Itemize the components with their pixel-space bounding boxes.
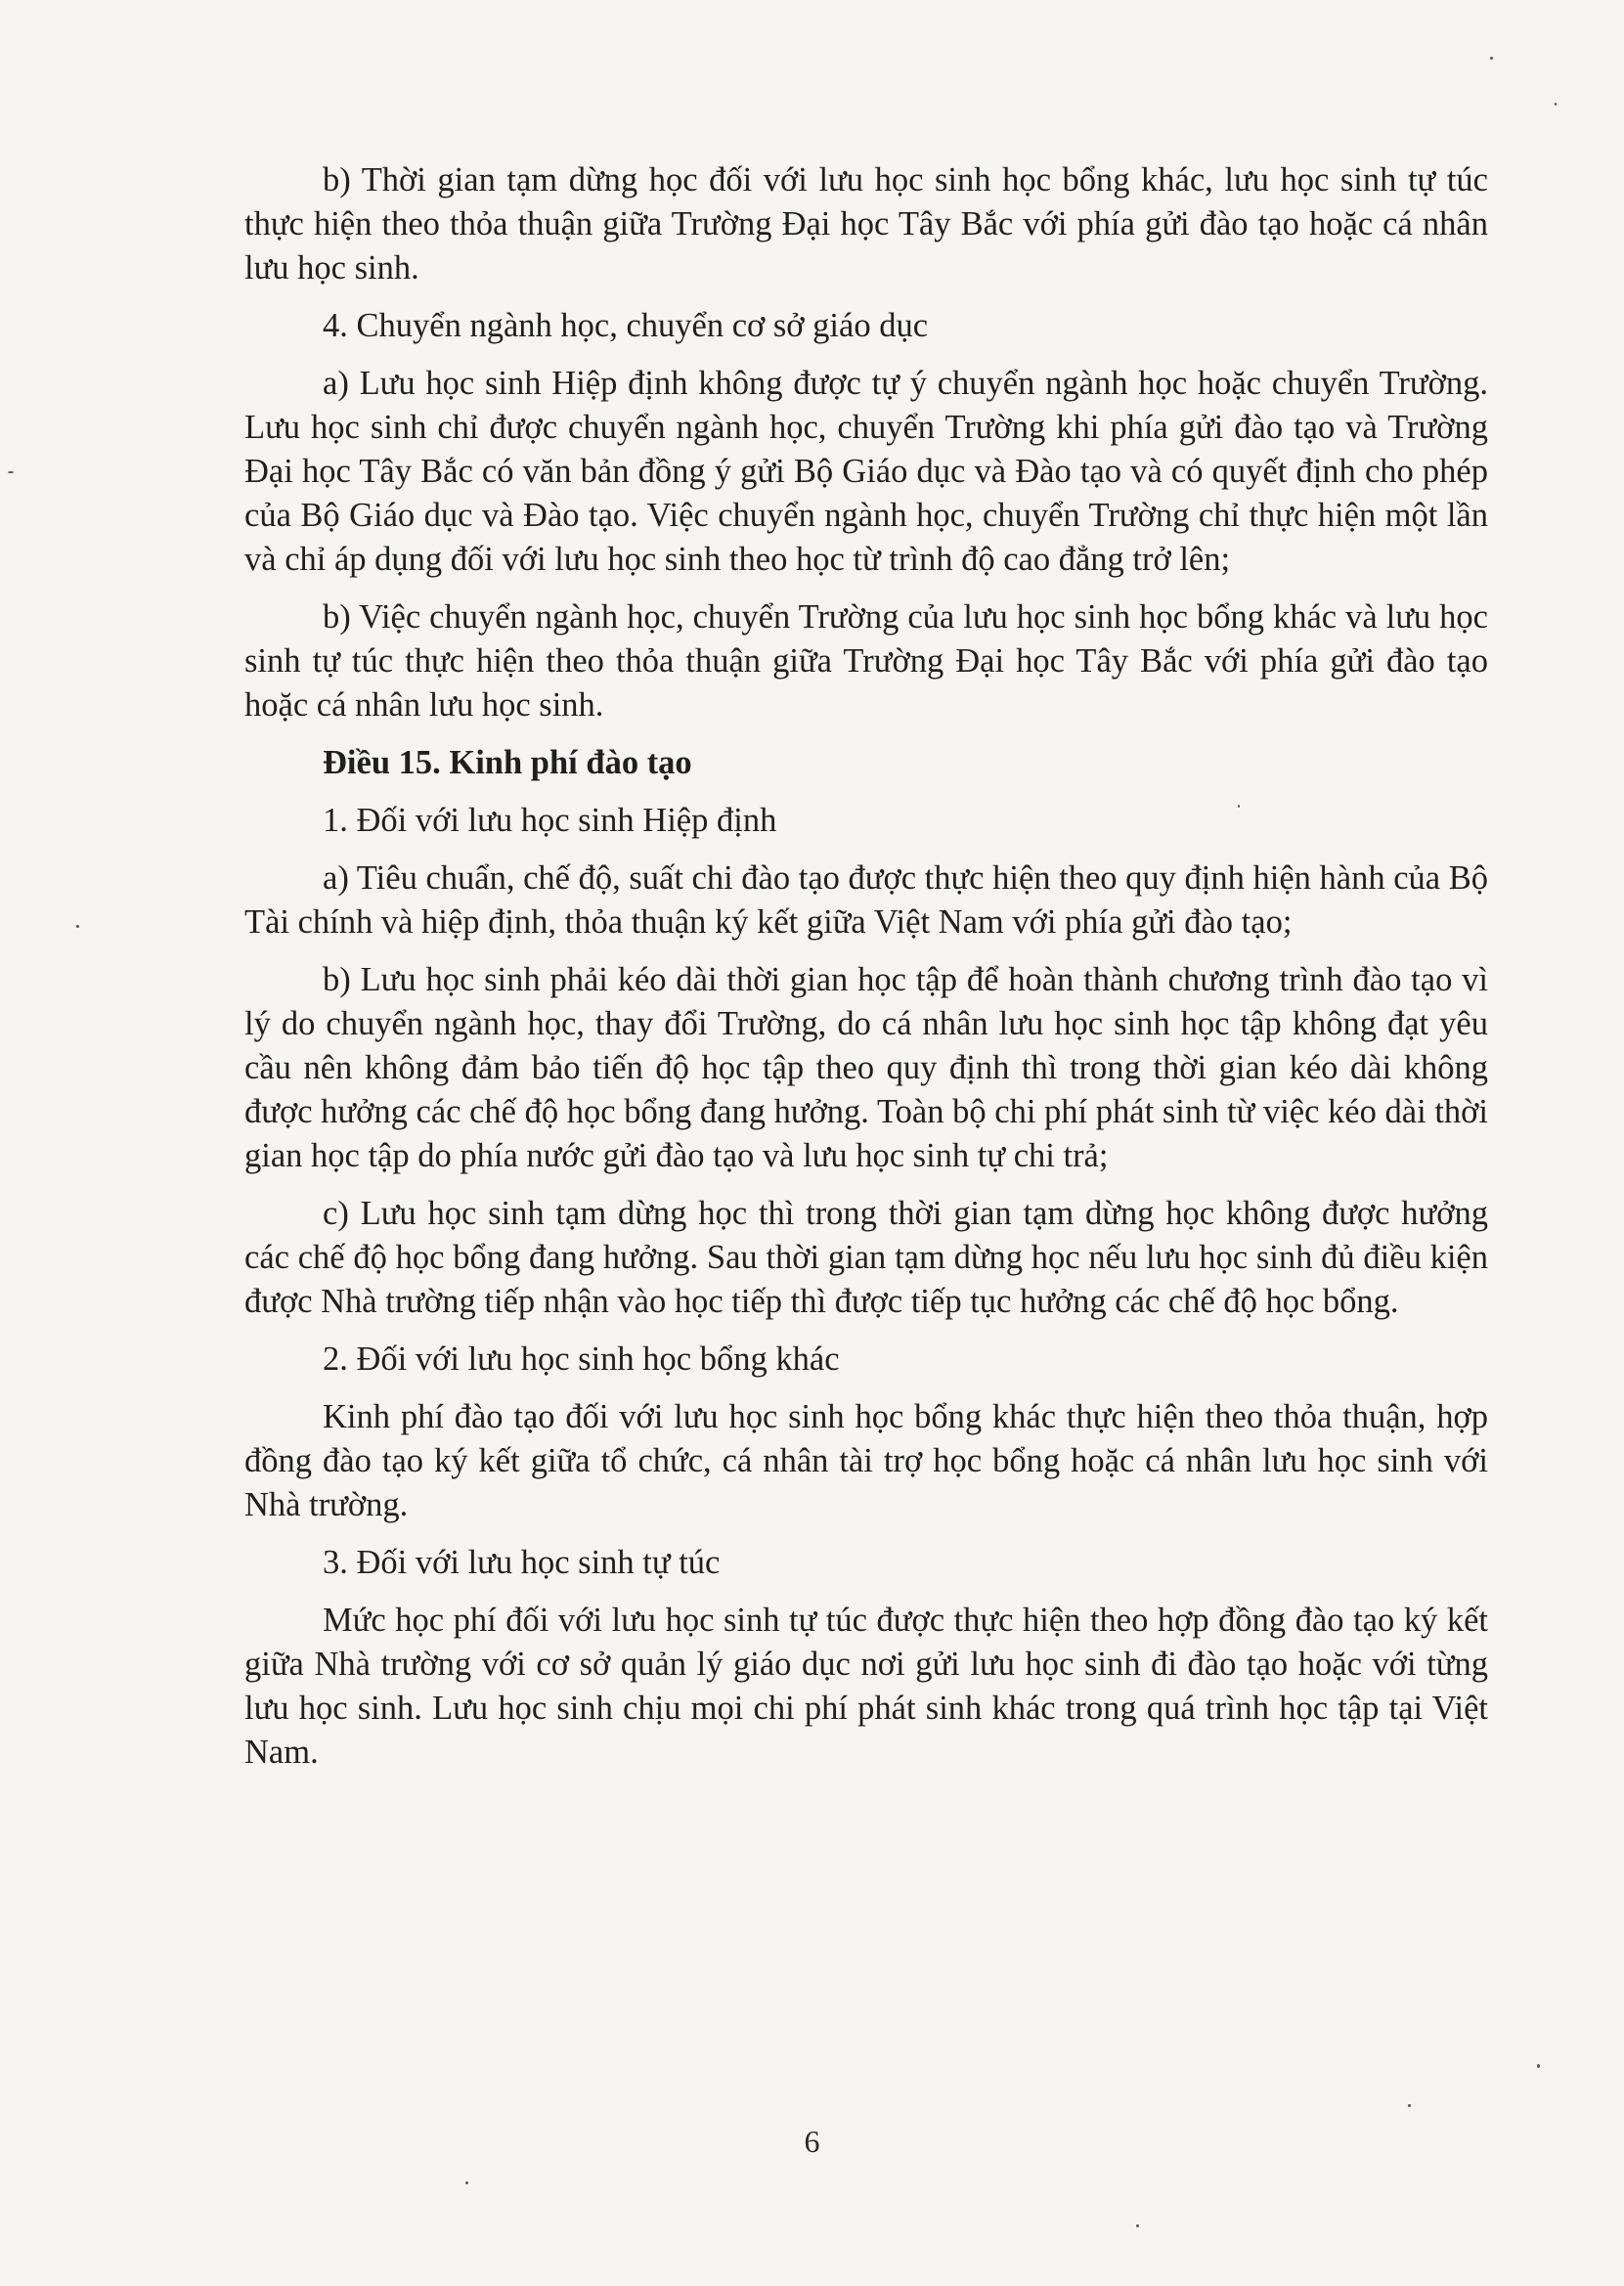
paragraph-15-1-c: c) Lưu học sinh tạm dừng học thì trong thời gian tạm dừng học không được hưởng các chế độ học bổng đang hưởng. Sau thời gian tạm dừng học nếu lưu học sinh đủ điều kiện được Nhà trường tiếp nhận vào học tiếp thì được tiếp tục hưởng các chế độ học bổng. (244, 1195, 1488, 1320)
page-number: 6 (804, 2124, 820, 2159)
scan-speck (1408, 2104, 1411, 2107)
paragraph-15-3-heading: 3. Đối với lưu học sinh tự túc (323, 1544, 721, 1581)
paragraph-15-1-b: b) Lưu học sinh phải kéo dài thời gian học tập để hoàn thành chương trình đào tạo vì lý do chuyển ngành học, thay đổi Trường, do cá nhân lưu học sinh học tập không đạt yêu cầu nên không đảm bảo tiến độ học tập theo quy định thì trong thời gian kéo dài không được hưởng các chế độ học bổng đang hưởng. Toàn bộ chi phí phát sinh từ việc kéo dài thời gian học tập do phía nước gửi đào tạo và lưu học sinh tự chi trả; (244, 961, 1488, 1174)
document-body (244, 158, 1488, 1788)
paragraph-3-b-suspension-other: b) Thời gian tạm dừng học đối với lưu học sinh học bổng khác, lưu học sinh tự túc thực hiện theo thỏa thuận giữa Trường Đại học Tây Bắc với phía gửi đào tạo hoặc cá nhân lưu học sinh. (244, 161, 1488, 286)
scan-speck (465, 2181, 468, 2184)
paragraph-4-heading-transfer: 4. Chuyển ngành học, chuyển cơ sở giáo dục (323, 307, 929, 344)
scan-speck (1136, 2224, 1139, 2227)
paragraph-15-3-body: Mức học phí đối với lưu học sinh tự túc được thực hiện theo hợp đồng đào tạo ký kết giữa Nhà trường với cơ sở quản lý giáo dục nơi gửi lưu học sinh đi đào tạo hoặc với từng lưu học sinh. Lưu học sinh chịu mọi chi phí phát sinh khác trong quá trình học tập tại Việt Nam. (244, 1602, 1488, 1771)
paragraph-4-b-other-transfer: b) Việc chuyển ngành học, chuyển Trường của lưu học sinh học bổng khác và lưu học sinh tự túc thực hiện theo thỏa thuận giữa Trường Đại học Tây Bắc với phía gửi đào tạo hoặc cá nhân lưu học sinh. (244, 598, 1488, 724)
scan-speck (1490, 57, 1493, 60)
scan-speck (8, 471, 14, 473)
scan-speck (1238, 805, 1240, 808)
paragraph-15-1-heading: 1. Đối với lưu học sinh Hiệp định (323, 802, 777, 839)
paragraph-15-2-heading: 2. Đối với lưu học sinh học bổng khác (323, 1341, 840, 1378)
paragraph-4-a-agreement-transfer: a) Lưu học sinh Hiệp định không được tự ý chuyển ngành học hoặc chuyển Trường. Lưu học sinh chỉ được chuyển ngành học, chuyển Trường khi phía gửi đào tạo và Trường Đại học Tây Bắc có văn bản đồng ý gửi Bộ Giáo dục và Đào tạo và có quyết định cho phép của Bộ Giáo dục và Đào tạo. Việc chuyển ngành học, chuyển Trường chỉ thực hiện một lần và chỉ áp dụng đối với lưu học sinh theo học từ trình độ cao đẳng trở lên; (244, 365, 1488, 578)
paragraph-15-1-a: a) Tiêu chuẩn, chế độ, suất chi đào tạo được thực hiện theo quy định hiện hành của Bộ Tài chính và hiệp định, thỏa thuận ký kết giữa Việt Nam với phía gửi đào tạo; (244, 859, 1488, 941)
scan-speck (76, 925, 79, 928)
scan-speck (1555, 103, 1557, 106)
scan-speck (1537, 2064, 1540, 2068)
paragraph-15-2-body: Kinh phí đào tạo đối với lưu học sinh học bổng khác thực hiện theo thỏa thuận, hợp đồng đào tạo ký kết giữa tổ chức, cá nhân tài trợ học bổng hoặc cá nhân lưu học sinh với Nhà trường. (244, 1398, 1488, 1523)
article-15-title: Điều 15. Kinh phí đào tạo (323, 744, 692, 781)
